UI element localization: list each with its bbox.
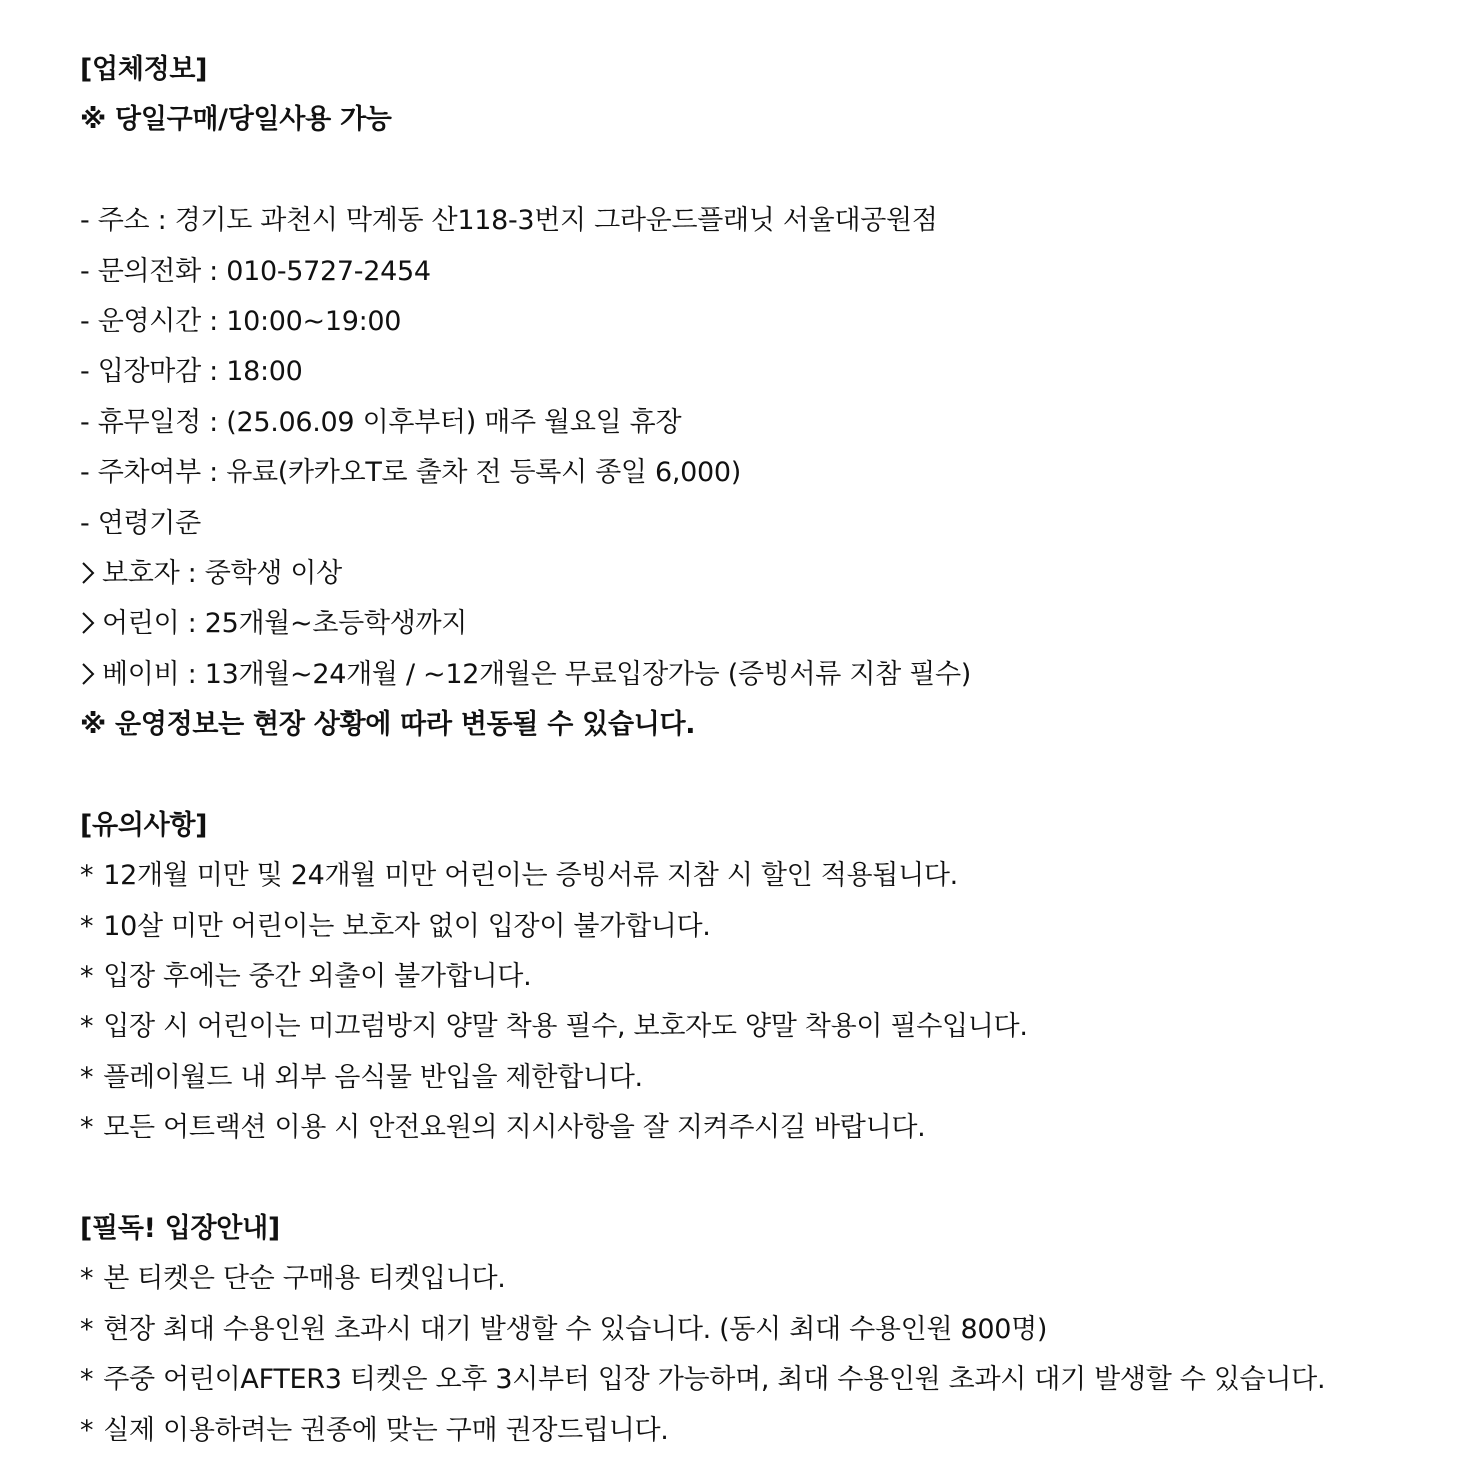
entry-text: 실제 이용하려는 권종에 맞는 구매 권장드립니다. [103, 1414, 669, 1446]
section-heading-company: [업체정보] [80, 54, 208, 85]
spacer [80, 146, 1484, 196]
caution-item [80, 902, 1484, 952]
chevron-right-icon [80, 561, 96, 585]
info-age-criteria: - 연령기준 [80, 507, 201, 539]
spacer [80, 750, 1484, 800]
caution-text: 입장 후에는 중간 외출이 불가합니다. [103, 961, 532, 993]
footnote-operation: ※ 운영정보는 현장 상황에 따라 변동될 수 있습니다. [80, 709, 696, 741]
bullet: * [80, 1414, 94, 1446]
notice-same-day: ※ 당일구매/당일사용 가능 [80, 104, 392, 136]
bullet: * [80, 910, 94, 942]
caution-text: 모든 어트랙션 이용 시 안전요원의 지시사항을 잘 지켜주시길 바랍니다. [103, 1112, 926, 1144]
info-last-entry: - 입장마감 : 18:00 [80, 356, 303, 388]
caution-text: 10살 미만 어린이는 보호자 없이 입장이 불가합니다. [103, 910, 711, 942]
age-item-label: 어린이 : 25개월~초등학생까지 [102, 608, 468, 640]
bullet: * [80, 860, 94, 892]
caution-text: 입장 시 어린이는 미끄럼방지 양말 착용 필수, 보호자도 양말 착용이 필수입니다. [103, 1011, 1028, 1043]
bullet: * [80, 1313, 94, 1345]
entry-text: 현장 최대 수용인원 초과시 대기 발생할 수 있습니다. (동시 최대 수용인원 800명) [103, 1313, 1048, 1345]
age-item-baby [80, 650, 1484, 700]
bullet: * [80, 1112, 94, 1144]
info-phone: - 문의전화 : 010-5727-2454 [80, 255, 431, 287]
entry-text: 본 티켓은 단순 구매용 티켓입니다. [103, 1263, 506, 1295]
entry-item [80, 1355, 1484, 1405]
bullet: * [80, 961, 94, 993]
section-heading-cautions: [유의사항] [80, 809, 208, 841]
caution-text: 12개월 미만 및 24개월 미만 어린이는 증빙서류 지참 시 할인 적용됩니다. [103, 860, 958, 892]
entry-item [80, 1254, 1484, 1304]
age-item-guardian [80, 549, 1484, 599]
chevron-right-icon [80, 662, 96, 686]
info-hours: - 운영시간 : 10:00~19:00 [80, 305, 402, 337]
bullet: * [80, 1061, 94, 1093]
entry-text: 주중 어린이AFTER3 티켓은 오후 3시부터 입장 가능하며, 최대 수용인원 초과시 대기 발생할 수 있습니다. [103, 1364, 1326, 1396]
info-closed-days: - 휴무일정 : (25.06.09 이후부터) 매주 월요일 휴장 [80, 406, 682, 438]
age-item-child [80, 599, 1484, 649]
caution-item [80, 851, 1484, 901]
entry-item [80, 1305, 1484, 1355]
caution-item [80, 952, 1484, 1002]
age-item-label: 보호자 : 중학생 이상 [102, 557, 342, 589]
bullet: * [80, 1263, 94, 1295]
caution-item [80, 1103, 1484, 1153]
chevron-right-icon [80, 611, 96, 635]
entry-item [80, 1406, 1484, 1456]
bullet: * [80, 1364, 94, 1396]
spacer [80, 1154, 1484, 1204]
section-heading-entry: [필독! 입장안내] [80, 1212, 280, 1244]
caution-text: 플레이월드 내 외부 음식물 반입을 제한합니다. [103, 1061, 643, 1093]
bullet: * [80, 1011, 94, 1043]
caution-item [80, 1053, 1484, 1103]
info-address: - 주소 : 경기도 과천시 막계동 산118-3번지 그라운드플래닛 서울대공원점 [80, 205, 938, 237]
caution-item [80, 1002, 1484, 1052]
info-parking: - 주차여부 : 유료(카카오T로 출차 전 등록시 종일 6,000) [80, 457, 742, 489]
age-item-label: 베이비 : 13개월~24개월 / ~12개월은 무료입장가능 (증빙서류 지참 필수) [102, 658, 972, 690]
